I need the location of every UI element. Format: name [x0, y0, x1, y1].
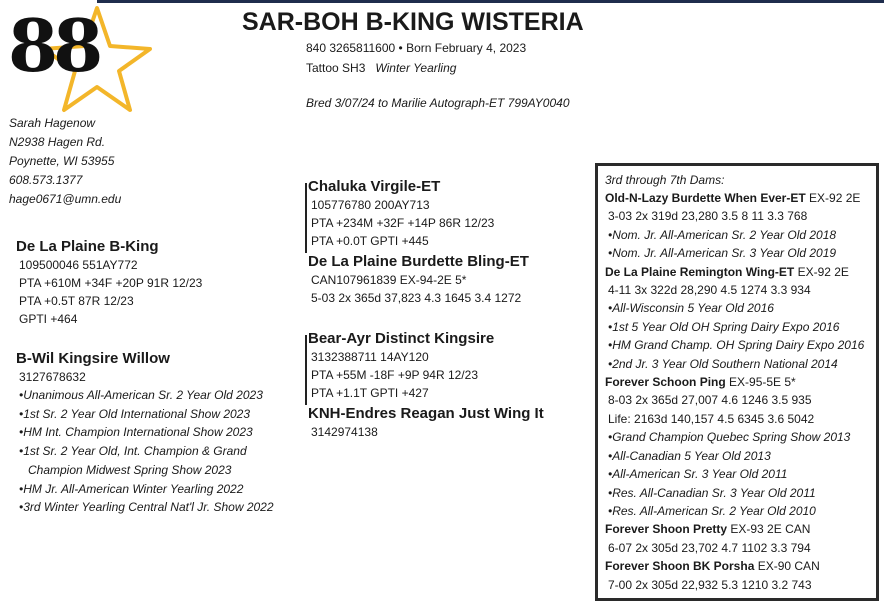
sire-dam-line: CAN107961839 EX-94-2E 5* — [311, 273, 467, 287]
dams-list — [605, 189, 876, 594]
sire-block — [16, 238, 202, 328]
ancestor-dam-classification: EX-93 2E CAN — [727, 522, 811, 537]
consignor-block — [9, 114, 121, 209]
production-record: 4-11 3x 322d 28,290 4.5 1274 3.3 934 — [608, 283, 811, 298]
production-record: Life: 2163d 140,157 4.5 6345 3.6 5042 — [608, 411, 815, 426]
sire-sire-line: PTA +234M +32F +14P 86R 12/23 — [311, 216, 495, 230]
consignor-email: hage0671@umn.edu — [9, 192, 122, 206]
consignor-name: Sarah Hagenow — [9, 116, 96, 130]
dam-award: •HM Int. Champion International Show 2023 — [19, 425, 253, 440]
ancestor-dam-name — [605, 373, 876, 391]
sire-dam-name: De La Plaine Burdette Bling-ET — [308, 253, 529, 270]
award-line: •Nom. Jr. All-American Sr. 3 Year Old 2019 — [608, 246, 837, 261]
dams-box — [595, 163, 879, 601]
dam-award: •3rd Winter Yearling Central Nat'l Jr. Show 2022 — [19, 500, 274, 515]
dam-award: •HM Jr. All-American Winter Yearling 2022 — [19, 481, 244, 496]
award-line: •All-Canadian 5 Year Old 2013 — [608, 448, 771, 463]
award-line: •All-Wisconsin 5 Year Old 2016 — [608, 301, 774, 316]
award-line: •Grand Champion Quebec Spring Show 2013 — [608, 430, 851, 445]
tattoo-line — [306, 61, 456, 75]
sire-sire-line: PTA +0.0T GPTI +445 — [311, 234, 429, 248]
tattoo: Tattoo SH3 — [306, 61, 366, 75]
ancestor-dam-name — [605, 189, 876, 207]
production-record: 6-07 2x 305d 23,702 4.7 1102 3.3 794 — [608, 540, 811, 555]
ancestor-dam-classification: EX-95-5E 5* — [725, 375, 796, 390]
sire-sire-block — [308, 178, 494, 250]
dam-dam-name: KNH-Endres Reagan Just Wing It — [308, 405, 544, 422]
award-line: •2nd Jr. 3 Year Old Southern National 2014 — [608, 356, 838, 371]
dam-award: •1st Sr. 2 Year Old International Show 2023 — [19, 406, 251, 421]
award-line: •Res. All-Canadian Sr. 3 Year Old 2011 — [608, 485, 816, 500]
award-line: •1st 5 Year Old OH Spring Dairy Expo 2016 — [608, 319, 840, 334]
ancestor-dam-name-text: Forever Schoon Ping — [605, 375, 726, 390]
award-line: •All-American Sr. 3 Year Old 2011 — [608, 467, 788, 482]
class-label: Winter Yearling — [375, 61, 457, 75]
sire-line: PTA +0.5T 87R 12/23 — [19, 294, 134, 308]
ancestor-dam-name-text: Forever Shoon Pretty — [605, 522, 728, 537]
dam-dam-line: 3142974138 — [311, 425, 378, 439]
animal-title: SAR-BOH B-KING WISTERIA — [242, 8, 584, 36]
consignor-address: N2938 Hagen Rd. — [9, 135, 106, 149]
sire-sire-line: 105776780 200AY713 — [311, 198, 430, 212]
dam-name: B-Wil Kingsire Willow — [16, 350, 170, 367]
sire-dam-block — [308, 253, 529, 307]
sire-line: 109500046 551AY772 — [19, 258, 138, 272]
award-line: •Res. All-American Sr. 2 Year Old 2010 — [608, 503, 816, 518]
dam-award: Champion Midwest Spring Show 2023 — [28, 462, 232, 477]
dam-sire-block — [308, 330, 494, 402]
dam-sire-line: PTA +55M -18F +9P 94R 12/23 — [311, 368, 478, 382]
ancestor-dam-name — [605, 520, 876, 538]
ancestor-dam-classification: EX-92 2E — [805, 191, 861, 205]
sire-name: De La Plaine B-King — [16, 238, 159, 255]
award-line: •HM Grand Champ. OH Spring Dairy Expo 2016 — [608, 338, 865, 353]
dam-sire-line: 3132388711 14AY120 — [311, 350, 429, 364]
production-record: 8-03 2x 365d 27,007 4.6 1246 3.5 935 — [608, 393, 812, 408]
ancestor-dam-name-text: Forever Shoon BK Porsha — [605, 559, 755, 574]
consignor-phone: 608.573.1377 — [9, 173, 83, 187]
production-record: 7-00 2x 305d 22,932 5.3 1210 3.2 743 — [608, 577, 812, 592]
ancestor-dam-name-text: De La Plaine Remington Wing-ET — [605, 264, 795, 279]
production-record: 3-03 2x 319d 23,280 3.5 8 11 3.3 768 — [608, 209, 808, 224]
ancestor-dam-name — [605, 557, 876, 575]
registration-line: 840 3265811600 • Born February 4, 2023 — [306, 41, 527, 55]
pedigree-bracket — [305, 335, 307, 405]
ancestor-dam-classification: EX-90 CAN — [754, 559, 820, 574]
dam-sire-line: PTA +1.1T GPTI +427 — [311, 386, 429, 400]
header-rule — [97, 0, 884, 3]
dam-sire-name: Bear-Ayr Distinct Kingsire — [308, 330, 495, 347]
sire-line: GPTI +464 — [19, 312, 78, 326]
award-line: •Nom. Jr. All-American Sr. 2 Year Old 2018 — [608, 227, 837, 242]
dam-award: •Unanimous All-American Sr. 2 Year Old 2023 — [19, 388, 263, 402]
dam-block — [16, 350, 274, 517]
sire-dam-line: 5-03 2x 365d 37,823 4.3 1645 3.4 1272 — [311, 291, 522, 305]
dam-dam-block — [308, 405, 544, 441]
dam-line: 3127678632 — [19, 370, 86, 384]
dam-award: •1st Sr. 2 Year Old, Int. Champion & Grand — [19, 444, 247, 459]
pedigree-bracket — [305, 183, 307, 253]
ancestor-dam-name-text: Old-N-Lazy Burdette When Ever-ET — [605, 191, 806, 205]
consignor-city: Poynette, WI 53955 — [9, 154, 115, 168]
sire-sire-name: Chaluka Virgile-ET — [308, 178, 441, 195]
dams-heading: 3rd through 7th Dams: — [605, 173, 725, 187]
ancestor-dam-name — [605, 263, 876, 281]
bred-line: Bred 3/07/24 to Marilie Autograph-ET 799AY0040 — [306, 96, 570, 110]
lot-number: 88 — [8, 3, 99, 88]
ancestor-dam-classification: EX-92 2E — [794, 264, 849, 279]
sire-line: PTA +610M +34F +20P 91R 12/23 — [19, 276, 203, 290]
